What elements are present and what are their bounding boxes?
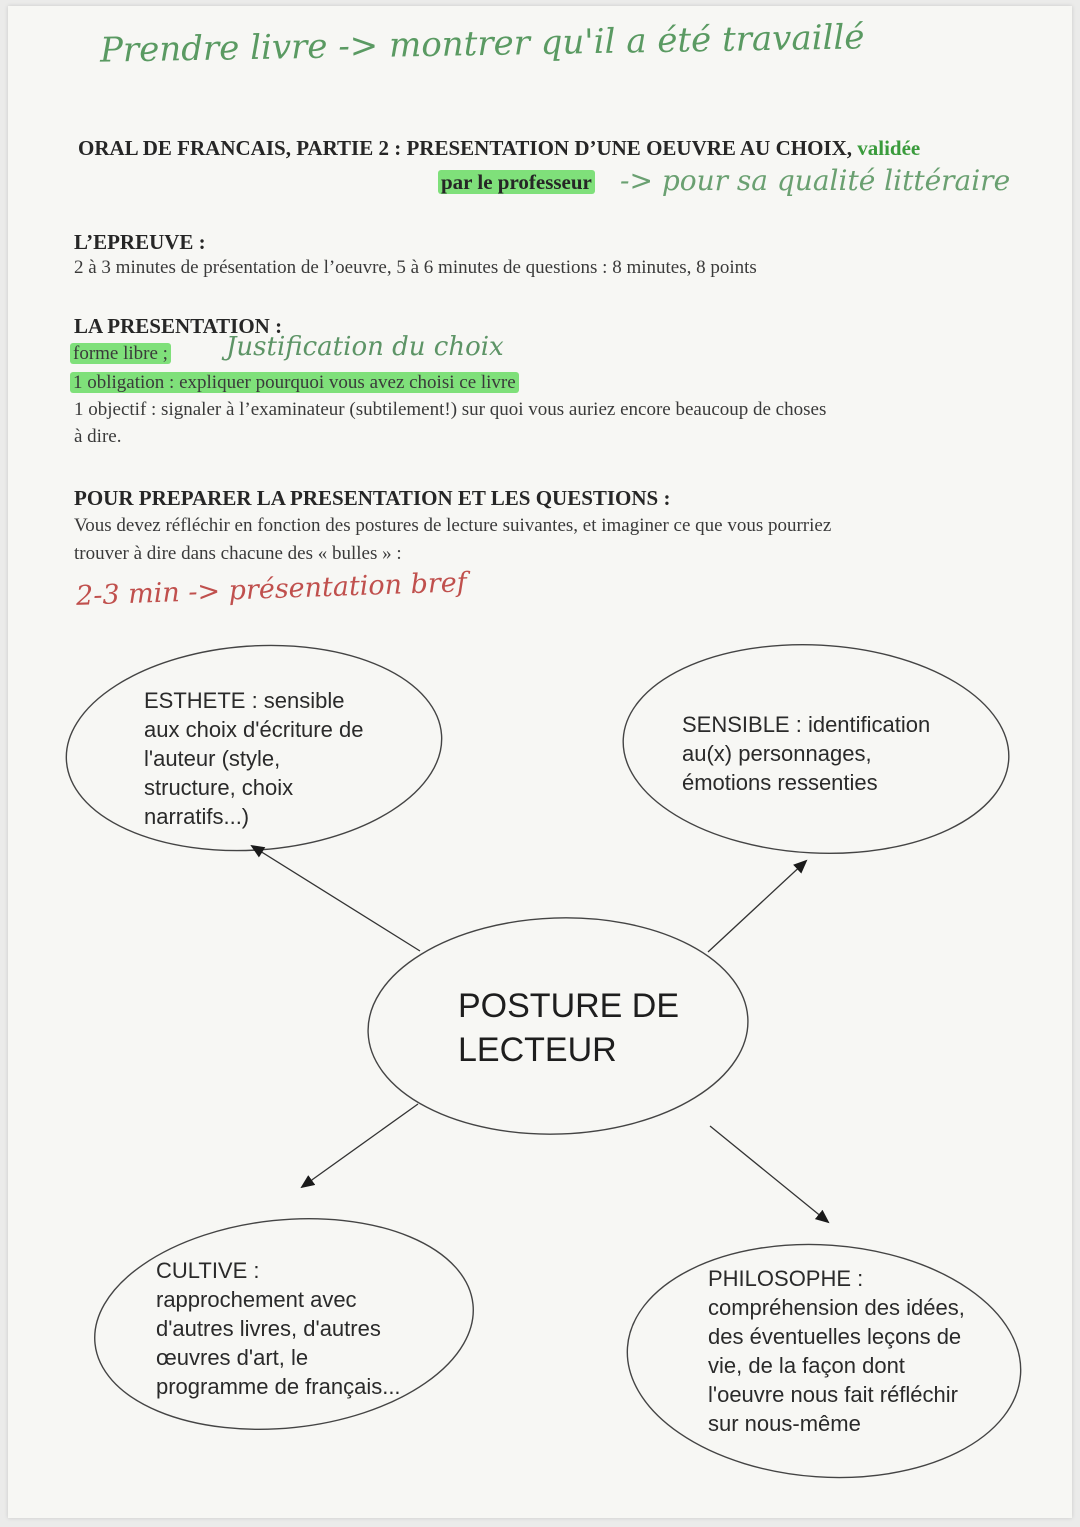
philosophe-text (708, 1264, 965, 1438)
epreuve-text: 2 à 3 minutes de présentation de l’oeuvre, 5 à 6 minutes de questions : 8 minutes, 8 points (74, 257, 757, 278)
esthete-line: aux choix d'écriture de (144, 717, 364, 742)
obligation-text: 1 obligation : expliquer pourquoi vous avez choisi ce livre (70, 372, 519, 393)
preparer-line2: trouver à dire dans chacune des « bulles » : (74, 543, 402, 564)
arrow-to-philosophe (710, 1126, 828, 1222)
philosophe-line: vie, de la façon dont (708, 1353, 905, 1378)
philosophe-line: PHILOSOPHE : (708, 1266, 864, 1291)
cultive-line: CULTIVE : (156, 1258, 260, 1283)
esthete-line: ESTHETE : sensible (144, 688, 345, 713)
cultive-text (156, 1256, 401, 1401)
arrow-to-esthete (252, 846, 420, 951)
cultive-line: œuvres d'art, le (156, 1345, 309, 1370)
sensible-line: émotions ressenties (682, 770, 878, 795)
handwritten-top-note: Prendre livre -> montrer qu'il a été travaillé (99, 17, 865, 71)
philosophe-line: compréhension des idées, (708, 1295, 965, 1320)
title-line2: par le professeur (438, 170, 595, 194)
title-line1: ORAL DE FRANCAIS, PARTIE 2 : PRESENTATION D’UNE OEUVRE AU CHOIX, (78, 136, 853, 160)
title-validated: validée (857, 136, 921, 160)
esthete-text (144, 686, 363, 831)
cultive-line: programme de français... (156, 1374, 401, 1399)
sensible-text (682, 710, 930, 797)
presentation-heading: LA PRESENTATION : (74, 314, 283, 338)
sensible-line: au(x) personnages, (682, 741, 872, 766)
objectif-line2: à dire. (74, 426, 122, 447)
center-line: LECTEUR (458, 1031, 617, 1069)
esthete-line: l'auteur (style, (144, 746, 281, 771)
sensible-line: SENSIBLE : identification (682, 712, 931, 737)
center-line: POSTURE DE (458, 987, 680, 1025)
preparer-heading: POUR PREPARER LA PRESENTATION ET LES QUESTIONS : (74, 486, 671, 510)
arrow-to-cultive (302, 1104, 418, 1187)
forme-libre: forme libre ; (70, 343, 171, 364)
handwritten-time-note: 2-3 min -> présentation bref (75, 567, 468, 612)
preparer-line1: Vous devez réfléchir en fonction des postures de lecture suivantes, et imaginer ce que vous pourriez (74, 515, 832, 536)
handwritten-title-note: -> pour sa qualité littéraire (620, 164, 1011, 197)
philosophe-line: sur nous-même (708, 1411, 861, 1436)
philosophe-line: des éventuelles leçons de (708, 1324, 962, 1349)
cultive-line: d'autres livres, d'autres (156, 1316, 381, 1341)
philosophe-line: l'oeuvre nous fait réfléchir (708, 1382, 958, 1407)
objectif-line1: 1 objectif : signaler à l’examinateur (subtilement!) sur quoi vous auriez encore beaucoup de choses (74, 399, 827, 420)
arrow-to-sensible (708, 861, 806, 952)
document-page (8, 6, 1072, 1518)
handwritten-choice-note: Justification du choix (226, 332, 504, 362)
epreuve-heading: L’EPREUVE : (74, 230, 206, 254)
esthete-line: narratifs...) (144, 804, 250, 829)
center-text (458, 984, 679, 1072)
cultive-line: rapprochement avec (156, 1287, 357, 1312)
esthete-line: structure, choix (144, 775, 294, 800)
